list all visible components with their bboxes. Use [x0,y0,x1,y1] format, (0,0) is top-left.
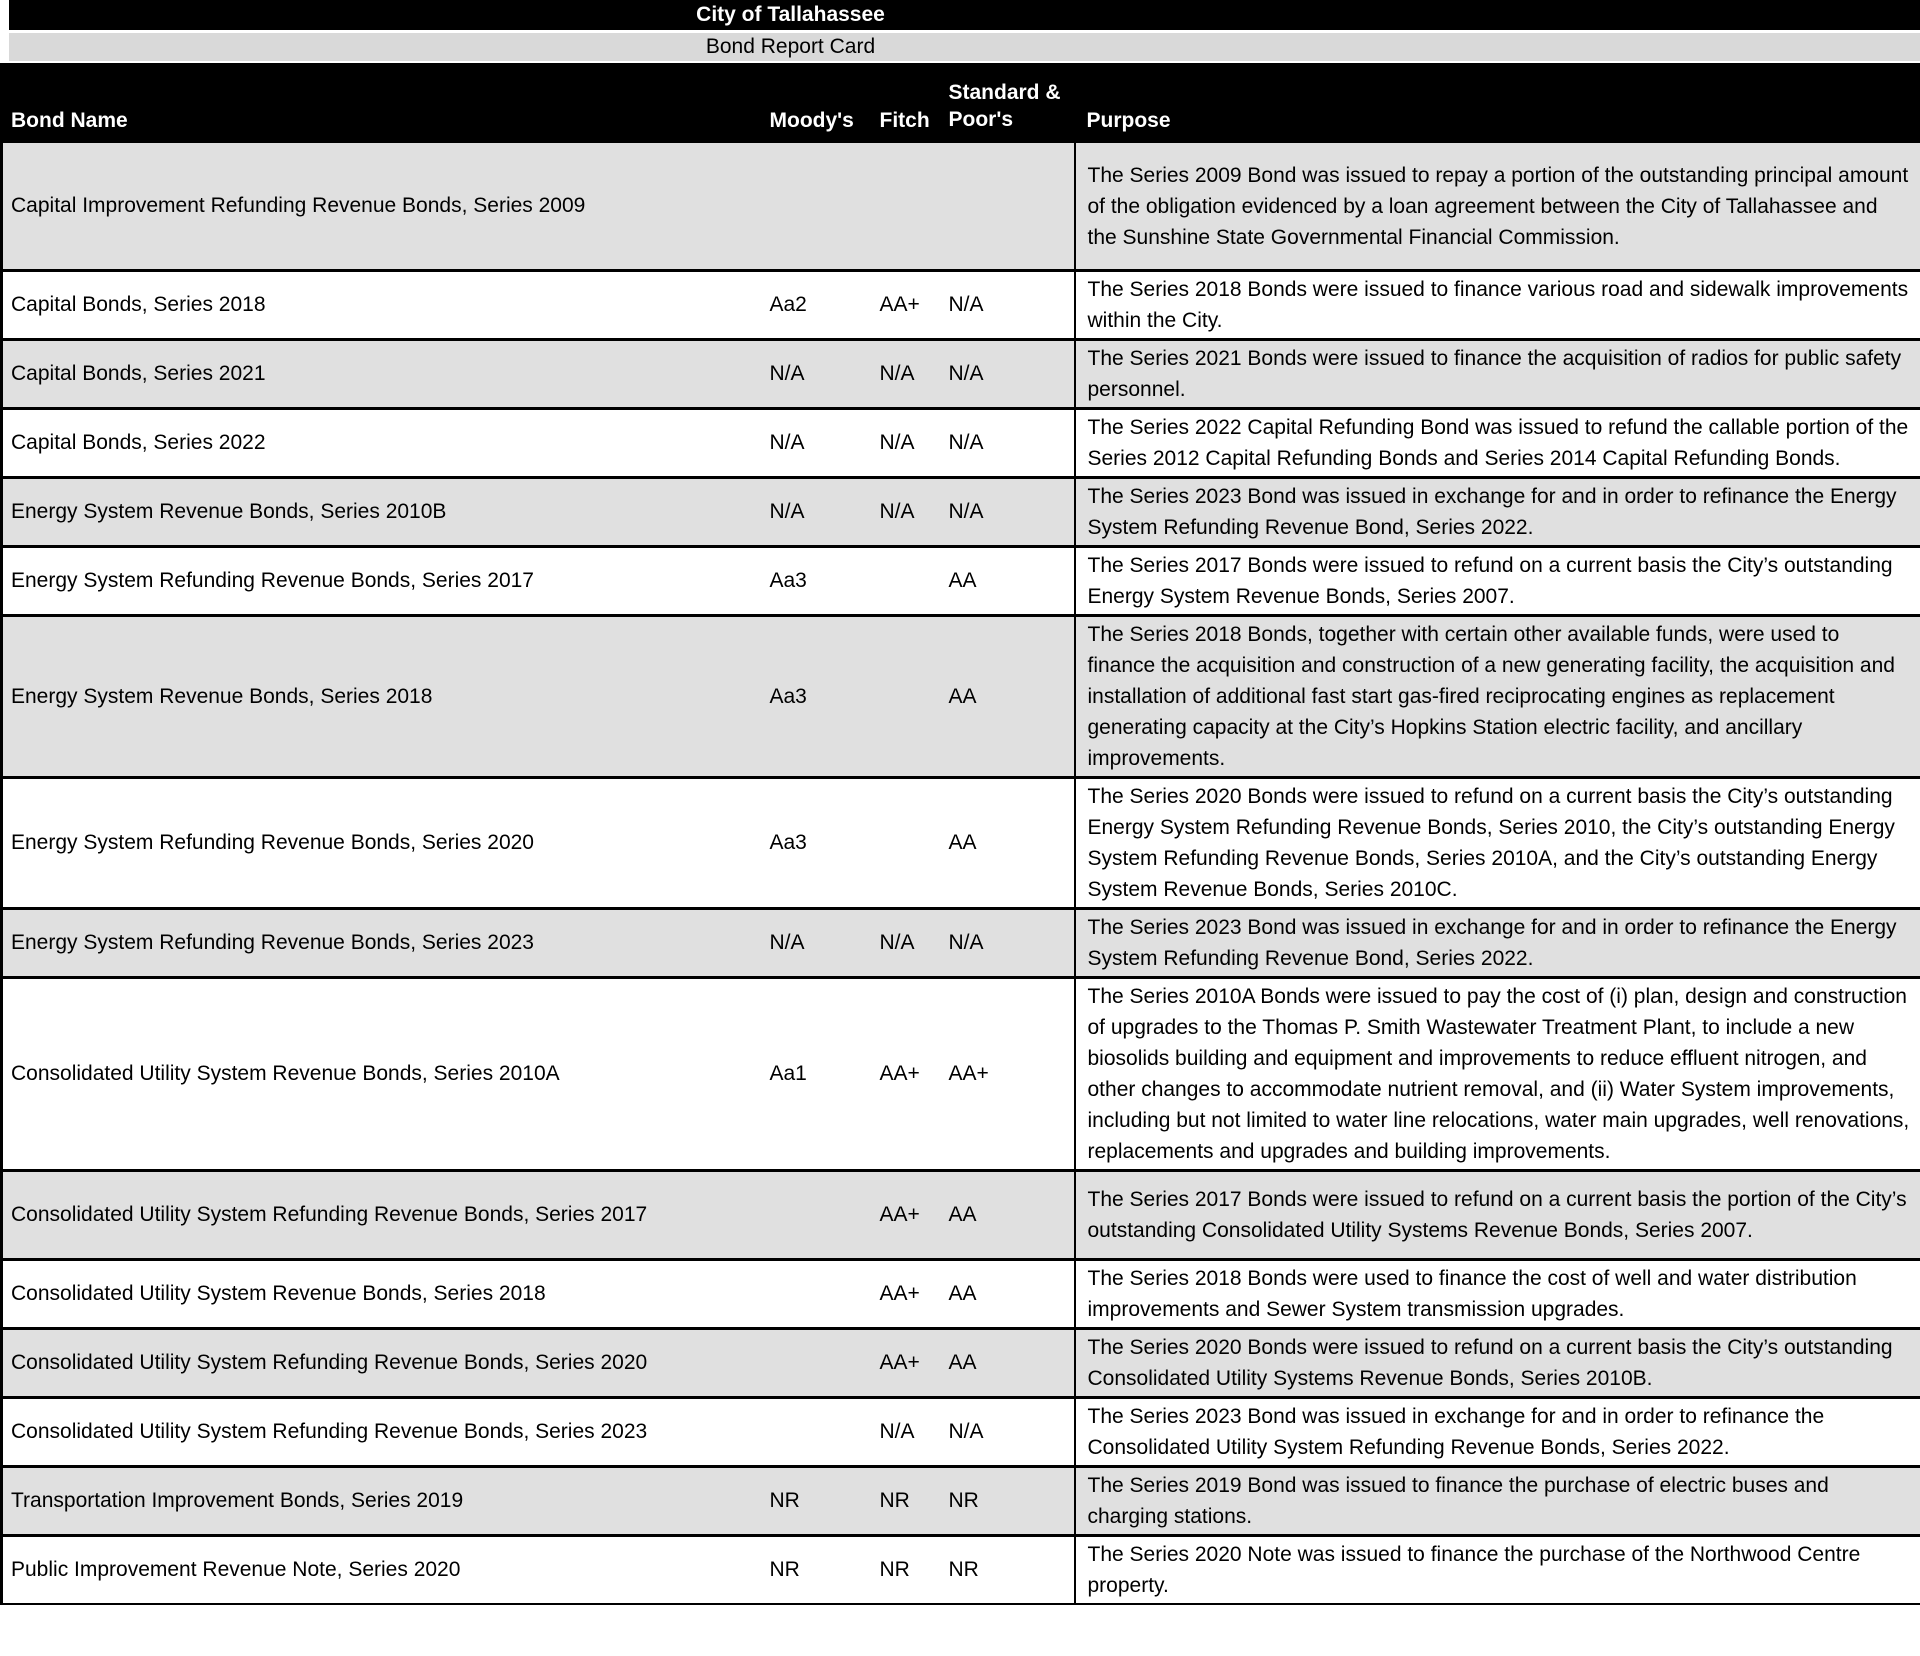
bond-name-cell: Public Improvement Revenue Note, Series 2020 [2,1536,767,1605]
bond-name-cell: Consolidated Utility System Refunding Revenue Bonds, Series 2017 [2,1171,767,1260]
moodys-rating-cell: N/A [767,909,875,978]
column-header-standard-poors [945,63,1075,142]
table-row [2,1171,1920,1260]
table-row [2,909,1920,978]
fitch-rating-cell: NR [875,1536,945,1605]
table-row [2,340,1920,409]
purpose-cell: The Series 2020 Bonds were issued to refund on a current basis the City’s outstanding Energy System Refunding Revenue Bonds, Series 2010, the City’s outstanding Energy System Refunding Revenue Bonds, Series 2010A, and the City’s outstanding Energy System Revenue Bonds, Series 2010C. [1075,778,1920,909]
report-title-bar [9,0,1920,30]
moodys-rating-cell [767,1398,875,1467]
standard-poors-rating-cell: AA [945,616,1075,778]
moodys-rating-cell: Aa1 [767,978,875,1171]
fitch-rating-cell: NR [875,1467,945,1536]
purpose-cell: The Series 2018 Bonds, together with certain other available funds, were used to finance the acquisition and construction of a new generating facility, the acquisition and installation of additional fast start gas-fired reciprocating engines as replacement generating capacity at the City’s Hopkins Station electric facility, and ancillary improvements. [1075,616,1920,778]
moodys-rating-cell [767,1171,875,1260]
table-row [2,142,1920,271]
bond-name-cell: Energy System Revenue Bonds, Series 2018 [2,616,767,778]
moodys-rating-cell [767,1329,875,1398]
purpose-cell: The Series 2018 Bonds were issued to finance various road and sidewalk improvements within the City. [1075,271,1920,340]
purpose-cell: The Series 2017 Bonds were issued to refund on a current basis the portion of the City’s outstanding Consolidated Utility Systems Revenue Bonds, Series 2007. [1075,1171,1920,1260]
standard-poors-rating-cell: AA [945,1329,1075,1398]
purpose-cell: The Series 2022 Capital Refunding Bond was issued to refund the callable portion of the Series 2012 Capital Refunding Bonds and Series 2014 Capital Refunding Bonds. [1075,409,1920,478]
fitch-rating-cell: AA+ [875,1329,945,1398]
table-row [2,271,1920,340]
table-row [2,1467,1920,1536]
bond-name-cell: Energy System Refunding Revenue Bonds, Series 2023 [2,909,767,978]
fitch-rating-cell [875,778,945,909]
moodys-rating-cell: Aa3 [767,778,875,909]
table-row [2,1536,1920,1605]
moodys-rating-cell [767,142,875,271]
page-subtitle: Bond Report Card [705,35,876,58]
moodys-rating-cell: N/A [767,340,875,409]
column-header-bond-name: Bond Name [2,63,767,142]
bond-name-cell: Consolidated Utility System Refunding Revenue Bonds, Series 2023 [2,1398,767,1467]
standard-poors-rating-cell: N/A [945,478,1075,547]
fitch-rating-cell [875,547,945,616]
table-header-row [2,63,1920,142]
standard-poors-rating-cell: NR [945,1536,1075,1605]
purpose-cell: The Series 2010A Bonds were issued to pay the cost of (i) plan, design and construction of upgrades to the Thomas P. Smith Wastewater Treatment Plant, to include a new biosolids building and equipment and improvements to reduce effluent nitrogen, and other changes to accommodate nutrient removal, and (ii) Water System improvements, including but not limited to water line relocations, water main upgrades, well renovations, replacements and upgrades and building improvements. [1075,978,1920,1171]
column-header-fitch: Fitch [875,63,945,142]
bond-name-cell: Transportation Improvement Bonds, Series 2019 [2,1467,767,1536]
bond-name-cell: Energy System Revenue Bonds, Series 2010B [2,478,767,547]
fitch-rating-cell: AA+ [875,1260,945,1329]
table-row [2,978,1920,1171]
standard-poors-rating-cell: N/A [945,409,1075,478]
fitch-rating-cell: AA+ [875,978,945,1171]
moodys-rating-cell: NR [767,1467,875,1536]
standard-poors-rating-cell: NR [945,1467,1075,1536]
fitch-rating-cell [875,616,945,778]
purpose-cell: The Series 2023 Bond was issued in exchange for and in order to refinance the Energy System Refunding Revenue Bond, Series 2022. [1075,909,1920,978]
bond-name-cell: Energy System Refunding Revenue Bonds, Series 2020 [2,778,767,909]
fitch-rating-cell: AA+ [875,1171,945,1260]
standard-poors-rating-cell: AA [945,1171,1075,1260]
moodys-rating-cell: N/A [767,478,875,547]
standard-poors-rating-cell: N/A [945,271,1075,340]
table-row [2,616,1920,778]
purpose-cell: The Series 2023 Bond was issued in exchange for and in order to refinance the Consolidated Utility System Refunding Revenue Bonds, Series 2022. [1075,1398,1920,1467]
page-title: City of Tallahassee [696,3,885,26]
standard-poors-header-line1: Standard & [948,81,1061,104]
fitch-rating-cell [875,142,945,271]
purpose-cell: The Series 2020 Bonds were issued to refund on a current basis the City’s outstanding Consolidated Utility Systems Revenue Bonds, Series 2010B. [1075,1329,1920,1398]
moodys-rating-cell: NR [767,1536,875,1605]
standard-poors-rating-cell: AA+ [945,978,1075,1171]
purpose-cell: The Series 2021 Bonds were issued to finance the acquisition of radios for public safety personnel. [1075,340,1920,409]
bond-name-cell: Capital Bonds, Series 2018 [2,271,767,340]
moodys-rating-cell: Aa2 [767,271,875,340]
standard-poors-rating-cell: N/A [945,909,1075,978]
fitch-rating-cell: N/A [875,340,945,409]
table-row [2,1260,1920,1329]
table-row [2,547,1920,616]
fitch-rating-cell: AA+ [875,271,945,340]
table-row [2,778,1920,909]
bond-report-table [0,63,1920,1605]
purpose-cell: The Series 2023 Bond was issued in exchange for and in order to refinance the Energy System Refunding Revenue Bond, Series 2022. [1075,478,1920,547]
standard-poors-header-line2: Poor's [948,108,1014,131]
column-header-moodys: Moody's [767,63,875,142]
table-row [2,409,1920,478]
table-row [2,1329,1920,1398]
moodys-rating-cell: Aa3 [767,547,875,616]
bond-name-cell: Capital Bonds, Series 2022 [2,409,767,478]
moodys-rating-cell: Aa3 [767,616,875,778]
purpose-cell: The Series 2009 Bond was issued to repay a portion of the outstanding principal amount of the obligation evidenced by a loan agreement between the City of Tallahassee and the Sunshine State Governmental Financial Commission. [1075,142,1920,271]
purpose-cell: The Series 2019 Bond was issued to finance the purchase of electric buses and charging stations. [1075,1467,1920,1536]
standard-poors-rating-cell: N/A [945,1398,1075,1467]
bond-name-cell: Energy System Refunding Revenue Bonds, Series 2017 [2,547,767,616]
purpose-cell: The Series 2017 Bonds were issued to refund on a current basis the City’s outstanding Energy System Revenue Bonds, Series 2007. [1075,547,1920,616]
bond-rows [2,142,1920,1605]
column-header-purpose: Purpose [1075,63,1920,142]
fitch-rating-cell: N/A [875,478,945,547]
standard-poors-rating-cell: AA [945,778,1075,909]
moodys-rating-cell [767,1260,875,1329]
bond-name-cell: Capital Improvement Refunding Revenue Bonds, Series 2009 [2,142,767,271]
bond-name-cell: Consolidated Utility System Revenue Bonds, Series 2010A [2,978,767,1171]
report-subtitle-bar [9,30,1920,63]
bond-name-cell: Consolidated Utility System Revenue Bonds, Series 2018 [2,1260,767,1329]
table-row [2,478,1920,547]
purpose-cell: The Series 2020 Note was issued to finance the purchase of the Northwood Centre property. [1075,1536,1920,1605]
moodys-rating-cell: N/A [767,409,875,478]
standard-poors-rating-cell: N/A [945,340,1075,409]
standard-poors-rating-cell: AA [945,1260,1075,1329]
table-row [2,1398,1920,1467]
bond-name-cell: Consolidated Utility System Refunding Revenue Bonds, Series 2020 [2,1329,767,1398]
fitch-rating-cell: N/A [875,1398,945,1467]
bond-name-cell: Capital Bonds, Series 2021 [2,340,767,409]
purpose-cell: The Series 2018 Bonds were used to finance the cost of well and water distribution improvements and Sewer System transmission upgrades. [1075,1260,1920,1329]
standard-poors-rating-cell: AA [945,547,1075,616]
standard-poors-rating-cell [945,142,1075,271]
fitch-rating-cell: N/A [875,909,945,978]
fitch-rating-cell: N/A [875,409,945,478]
